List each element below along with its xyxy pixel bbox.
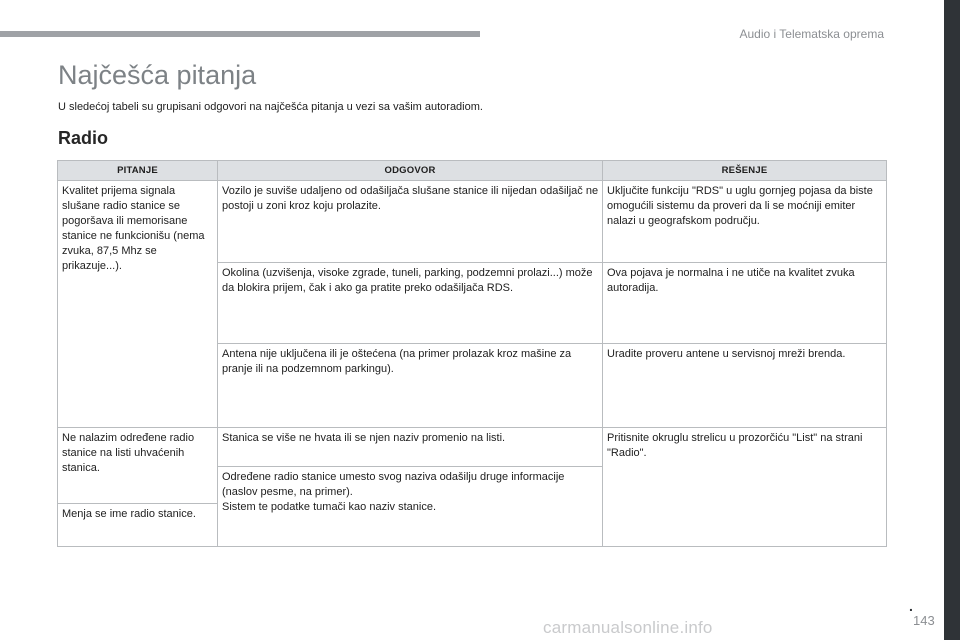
header-question: PITANJE: [58, 161, 218, 181]
header-answer: ODGOVOR: [218, 161, 603, 181]
header-bar: [0, 31, 480, 37]
solution-cell: Pritisnite okruglu strelicu u prozorčiću "List" na strani "Radio".: [603, 428, 887, 547]
page-number: 143: [913, 613, 935, 628]
footer-dot: .: [909, 598, 913, 614]
section-title: Radio: [58, 128, 109, 148]
answer-cell: Okolina (uzvišenja, visoke zgrade, tuneli, parking, podzemni prolazi...) može da blokira prijem, čak i ako ga pratite preko odašiljača RDS.: [218, 263, 603, 344]
question-cell: Kvalitet prijema signala slušane radio stanice se pogoršava ili memorisane stanice ne funkcionišu (nema zvuka, 87,5 Mhz se prikazuje...).: [58, 181, 218, 428]
intro-text: U sledećoj tabeli su grupisani odgovori na najčešća pitanja u vezi sa vašim autoradiom.: [58, 101, 483, 113]
answer-cell: Vozilo je suviše udaljeno od odašiljača slušane stanice ili nijedan odašiljač ne postoji u zoni kroz koju prolazite.: [218, 181, 603, 263]
answer-line: Sistem te podatke tumači kao naziv stanice.: [222, 501, 436, 513]
faq-table: [57, 160, 887, 547]
table-row: [58, 181, 887, 263]
watermark: carmanualsonline.info: [543, 618, 713, 637]
question-cell: Ne nalazim određene radio stanice na listi uhvaćenih stanica.: [58, 428, 218, 504]
question-cell: Menja se ime radio stanice.: [58, 504, 218, 547]
solution-cell: Uključite funkciju "RDS" u uglu gornjeg pojasa da biste omogućili sistemu da proveri da li se moćniji emiter nalazi u geografskom području.: [603, 181, 887, 263]
side-band: [944, 0, 960, 640]
header-solution: REŠENJE: [603, 161, 887, 181]
answer-line: Određene radio stanice umesto svog naziva odašilju druge informacije (naslov pesme, na primer).: [222, 471, 565, 498]
solution-cell: Uradite proveru antene u servisnoj mreži brenda.: [603, 344, 887, 428]
answer-cell: [218, 467, 603, 547]
page-title: Najčešća pitanja: [58, 60, 257, 90]
section-header: Audio i Telematska oprema: [739, 27, 884, 41]
table-header-row: [58, 161, 887, 181]
table-row: [58, 428, 887, 467]
answer-cell: Antena nije uključena ili je oštećena (na primer prolazak kroz mašine za pranje ili na podzemnom parkingu).: [218, 344, 603, 428]
answer-cell: Stanica se više ne hvata ili se njen naziv promenio na listi.: [218, 428, 603, 467]
solution-cell: Ova pojava je normalna i ne utiče na kvalitet zvuka autoradija.: [603, 263, 887, 344]
